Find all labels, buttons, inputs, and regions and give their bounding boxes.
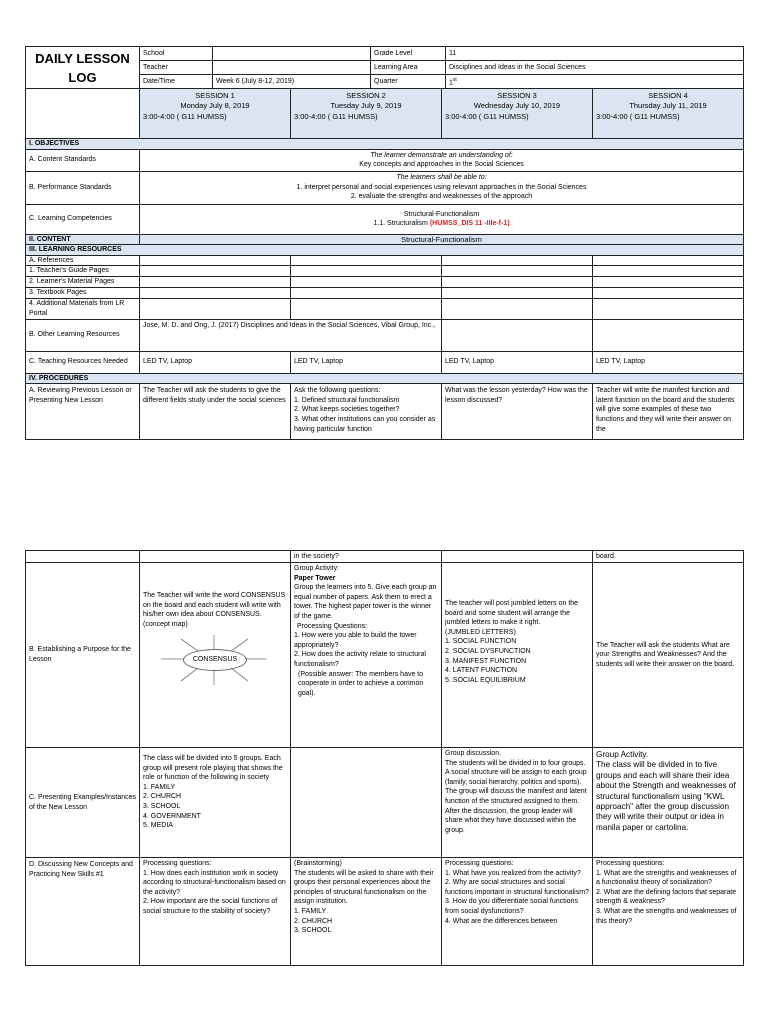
d-s1-line: 2. How important are the social functions of social structure to the stability of society?	[143, 898, 278, 915]
content-value: Structural-Functionalism	[140, 234, 744, 245]
lesson-log-table-top	[25, 46, 744, 89]
session-2-header	[291, 89, 442, 139]
session-1-time: 3:00-4:00 ( G11 HUMSS)	[143, 112, 227, 121]
quarter-suffix: st	[452, 76, 457, 83]
lr-s1	[140, 298, 291, 319]
performance-standards-line-1: The learners shall be able to:	[396, 174, 487, 182]
procedure-b-s3	[442, 563, 593, 748]
b-s3-line: 3. MANIFEST FUNCTION	[445, 657, 527, 665]
other-s4	[593, 319, 744, 351]
b-s2-line: 1. How were you able to build the tower appropriately?	[294, 632, 417, 649]
cont-s1	[140, 551, 291, 563]
quarter-number: 1	[449, 78, 453, 86]
d-s3-line: Processing questions:	[445, 860, 514, 867]
d-s2-line: 1. FAMILY	[294, 907, 327, 915]
d-s4-line: 2. What are the defining factors that separate strength & weakness?	[596, 888, 737, 906]
procedure-b-s2	[291, 563, 442, 748]
c-s3-line: The group will discuss the manifest and latent function of the structured assigned to them. After the discussion, the group leader will share what they have discussed within the group.	[445, 788, 587, 834]
b-s2-line: Paper Tower	[294, 574, 336, 582]
objectives-heading: I. OBJECTIVES	[26, 139, 744, 150]
session-1-date: Monday July 8, 2019	[180, 101, 250, 110]
session-4-name: SESSION 4	[648, 91, 688, 100]
c-s3-line: The students will be divided in to four groups. A social structure will be assign to each group (family, social hierarchy, politics and sports).	[445, 759, 587, 786]
consensus-ellipse: CONSENSUS	[183, 649, 247, 671]
content-standards-line-1: The learner demonstrate an understanding of:	[370, 151, 513, 159]
tg-s3	[442, 266, 593, 277]
d-s1-line: 1. How does each institution work in society according to structural-functionalism based on the activity?	[143, 869, 286, 896]
a-s2-line: 1. Defined structural functionalism	[294, 396, 400, 404]
procedure-c-s4	[593, 748, 744, 858]
c-s1-line: 3. SCHOOL	[143, 802, 181, 810]
session-4-date: Thursday July 11, 2019	[629, 101, 707, 110]
date-time-value: Week 6 (July 8-12, 2019)	[213, 75, 371, 89]
title-line-1: DAILY LESSON	[35, 50, 130, 66]
procedure-b-s1	[140, 563, 291, 748]
procedure-d-label: D. Discussing New Concepts and Practicing New Skills #1	[26, 858, 140, 966]
lm-s1	[140, 276, 291, 287]
d-s2-line: 3. SCHOOL	[294, 927, 332, 935]
b-s2-line: Processing Questions:	[297, 622, 368, 630]
competencies-line-2	[143, 219, 740, 229]
procedure-c-s3	[442, 748, 593, 858]
tb-s4	[593, 287, 744, 298]
lr-s3	[442, 298, 593, 319]
session-4-header	[593, 89, 744, 139]
learning-area-value: Disciplines and Ideas in the Social Sciences	[446, 61, 744, 75]
d-s3-line: 1. What have you realized from the activity?	[445, 869, 581, 877]
quarter-value	[446, 75, 744, 89]
c-s1-line: 2. CHURCH	[143, 793, 182, 801]
other-resources-label: B. Other Learning Resources	[26, 319, 140, 351]
b-s2-line: Group the learners into 5. Give each group an equal number of papers. Ask them to erect a tower. The highest paper tower is the winner of the game.	[294, 584, 437, 620]
procedure-a-s4: Teacher will write the manifest function and latent function on the board and the students will give some examples of these two functions and they will write their answer on the	[593, 384, 744, 440]
c-s4-line: The class will be divided in to five groups and each will share their idea about the Strength and weaknesses of structural functionalism using "KWL approach" after the group discussion they will write their output or idea in manila paper or cartolina.	[596, 760, 736, 832]
lm-s2	[291, 276, 442, 287]
competencies-text: 1.1. Structuralism	[373, 220, 428, 228]
learning-competencies-value	[140, 204, 744, 234]
d-s3-line: 4. What are the differences between	[445, 917, 558, 925]
b-s2-line: 2. How does the activity relate to structural functionalism?	[294, 651, 426, 668]
references-label: A. References	[26, 255, 140, 266]
learning-resources-heading: III. LEARNING RESOURCES	[26, 245, 744, 256]
procedure-d-s4	[593, 858, 744, 966]
teaching-resources-s2: LED TV, Laptop	[291, 351, 442, 373]
b-s3-line: (JUMBLED LETTERS)	[445, 628, 516, 636]
d-s2-line: 2. CHURCH	[294, 917, 333, 925]
procedures-heading: IV. PROCEDURES	[26, 373, 744, 384]
date-time-label: Date/Time	[140, 75, 213, 89]
references-s1	[140, 255, 291, 266]
school-value	[213, 47, 371, 61]
c-s1-line: 5. MEDIA	[143, 822, 173, 830]
a-s2-line: Ask the following questions:	[294, 387, 381, 395]
teacher-value	[213, 61, 371, 75]
c-s3-line: Group discussion.	[445, 750, 502, 757]
consensus-concept-map	[143, 633, 287, 693]
lesson-log-page-1	[25, 46, 743, 440]
procedure-c-s1	[140, 748, 291, 858]
procedure-a-s1: The Teacher will ask the students to give the different fields study under the social sciences	[140, 384, 291, 440]
performance-standards-line-2: 1. interpret personal and social experiences using relevant approaches in the Social Sciences	[296, 183, 587, 191]
teaching-resources-s3: LED TV, Laptop	[442, 351, 593, 373]
quarter-label: Quarter	[371, 75, 446, 89]
content-standards-label: A. Content Standards	[26, 149, 140, 171]
cont-s4: board.	[593, 551, 744, 563]
lm-s3	[442, 276, 593, 287]
lr-s2	[291, 298, 442, 319]
session-3-header	[442, 89, 593, 139]
references-s3	[442, 255, 593, 266]
procedure-b-s4: The Teacher will ask the students What are your Strengths and Weaknesses? And the students will write their answer on the board.	[593, 563, 744, 748]
tg-s1	[140, 266, 291, 277]
d-s4-line: 1. What are the strengths and weaknesses of a functionalist theory of socialization?	[596, 869, 737, 887]
procedure-d-s2	[291, 858, 442, 966]
procedure-a-s3: What was the lesson yesterday? How was the lesson discussed?	[442, 384, 593, 440]
procedure-a-label: A. Reviewing Previous Lesson or Presenting New Lesson	[26, 384, 140, 440]
references-s2	[291, 255, 442, 266]
d-s2-line: (Brainstorming)	[294, 860, 342, 867]
b-s3-line: 5. SOCIAL EQUILIBRIUM	[445, 676, 526, 684]
competencies-line-1: Structural-Functionalism	[403, 210, 480, 218]
other-resources-value: Jose, M. D. and Ong, J. (2017) Disciplines and Ideas in the Social Sciences, Vibal Group, Inc.,	[140, 319, 442, 351]
teaching-resources-s1: LED TV, Laptop	[140, 351, 291, 373]
performance-standards-line-3: 2. evaluate the strengths and weaknesses of the approach	[350, 193, 533, 201]
procedure-c-label: C. Presenting Examples/Instances of the New Lesson	[26, 748, 140, 858]
title-line-2: LOG	[68, 69, 97, 85]
d-s4-line: Processing questions:	[596, 860, 665, 867]
content-standards-line-2: Key concepts and approaches in the Social Sciences	[359, 161, 524, 169]
procedure-c-s2	[291, 748, 442, 858]
c-s1-line: 1. FAMILY	[143, 783, 176, 791]
teachers-guide-label: 1. Teacher's Guide Pages	[26, 266, 140, 277]
b-s1-text: The Teacher will write the word CONSENSUS on the board and each student will write with his/her own idea about CONSENSUS. (concept map)	[143, 592, 286, 628]
session-2-time: 3:00-4:00 ( G11 HUMSS)	[294, 112, 378, 121]
competencies-code: (HUMSS_DIS 11 -IIIe-f-1)	[429, 220, 510, 228]
tg-s4	[593, 266, 744, 277]
grade-level-label: Grade Level	[371, 47, 446, 61]
lm-s4	[593, 276, 744, 287]
cont-s2: in the society?	[291, 551, 442, 563]
tb-s3	[442, 287, 593, 298]
content-standards-value	[140, 149, 744, 171]
teacher-label: Teacher	[140, 61, 213, 75]
textbook-pages-label: 3. Textbook Pages	[26, 287, 140, 298]
d-s3-line: 2. Why are social structures and social functions important in structural functionalism?	[445, 879, 589, 896]
session-1-name: SESSION 1	[195, 91, 235, 100]
content-heading: II. CONTENT	[26, 234, 140, 245]
session-header-blank	[26, 89, 140, 139]
a-s2-line: 2. What keeps societies together?	[294, 406, 400, 414]
b-s3-line: 2. SOCIAL DYSFUNCTION	[445, 647, 531, 655]
session-2-name: SESSION 2	[346, 91, 386, 100]
tg-s2	[291, 266, 442, 277]
procedure-b-label: B. Establishing a Purpose for the Lesson	[26, 563, 140, 748]
performance-standards-value	[140, 171, 744, 204]
b-s2-line: Group Activity:	[294, 565, 340, 572]
lr-portal-label: 4. Additional Materials from LR Portal	[26, 298, 140, 319]
session-3-date: Wednesday July 10, 2019	[473, 101, 561, 110]
teaching-resources-s4: LED TV, Laptop	[593, 351, 744, 373]
performance-standards-label: B. Performance Standards	[26, 171, 140, 204]
d-s4-line: 3. What are the strengths and weaknesses of this theory?	[596, 907, 737, 925]
daily-lesson-log-title	[26, 47, 140, 89]
procedure-a-s2	[291, 384, 442, 440]
teaching-resources-label: C. Teaching Resources Needed	[26, 351, 140, 373]
d-s1-line: Processing questions:	[143, 860, 212, 867]
b-s2-line: (Possible answer: The members have to cooperate in order to achieve a common goal).	[298, 670, 424, 697]
b-s3-line: The teacher will post jumbled letters on the board and some student will arrange the jumbled letters to make it right.	[445, 600, 579, 627]
cont-s3	[442, 551, 593, 563]
lesson-log-table-body	[25, 88, 744, 440]
lesson-log-page-2	[25, 550, 743, 966]
session-4-time: 3:00-4:00 ( G11 HUMSS)	[596, 112, 680, 121]
c-s4-line: Group Activity.	[596, 750, 649, 759]
c-s1-line: 4. GOVERNMENT	[143, 812, 201, 820]
session-3-name: SESSION 3	[497, 91, 537, 100]
d-s3-line: 3. How do you differentiate social functions from social dysfunctions?	[445, 898, 578, 915]
grade-level-value: 11	[446, 47, 744, 61]
tb-s1	[140, 287, 291, 298]
procedure-d-s1	[140, 858, 291, 966]
learners-material-label: 2. Learner's Material Pages	[26, 276, 140, 287]
learning-competencies-label: C. Learning Competencies	[26, 204, 140, 234]
a-s2-line: 3. What other institutions can you consider as having particular function	[294, 415, 436, 433]
b-s3-line: 4. LATENT FUNCTION	[445, 667, 518, 675]
tb-s2	[291, 287, 442, 298]
session-2-date: Tuesday July 9, 2019	[330, 101, 402, 110]
lesson-log-table-continued	[25, 550, 744, 966]
lr-s4	[593, 298, 744, 319]
learning-area-label: Learning Area	[371, 61, 446, 75]
references-s4	[593, 255, 744, 266]
b-s3-line: 1. SOCIAL FUNCTION	[445, 638, 517, 646]
cont-label	[26, 551, 140, 563]
session-3-time: 3:00-4:00 ( G11 HUMSS)	[445, 112, 529, 121]
d-s2-line: The students will be asked to share with their groups their personal experiences about the principles of structural functionalism on the assign institution.	[294, 869, 434, 906]
session-1-header	[140, 89, 291, 139]
other-s3	[442, 319, 593, 351]
school-label: School	[140, 47, 213, 61]
c-s1-line: The class will be divided into 5 groups. Each group will present role playing that shows the role or function of the following in society	[143, 755, 283, 782]
procedure-d-s3	[442, 858, 593, 966]
